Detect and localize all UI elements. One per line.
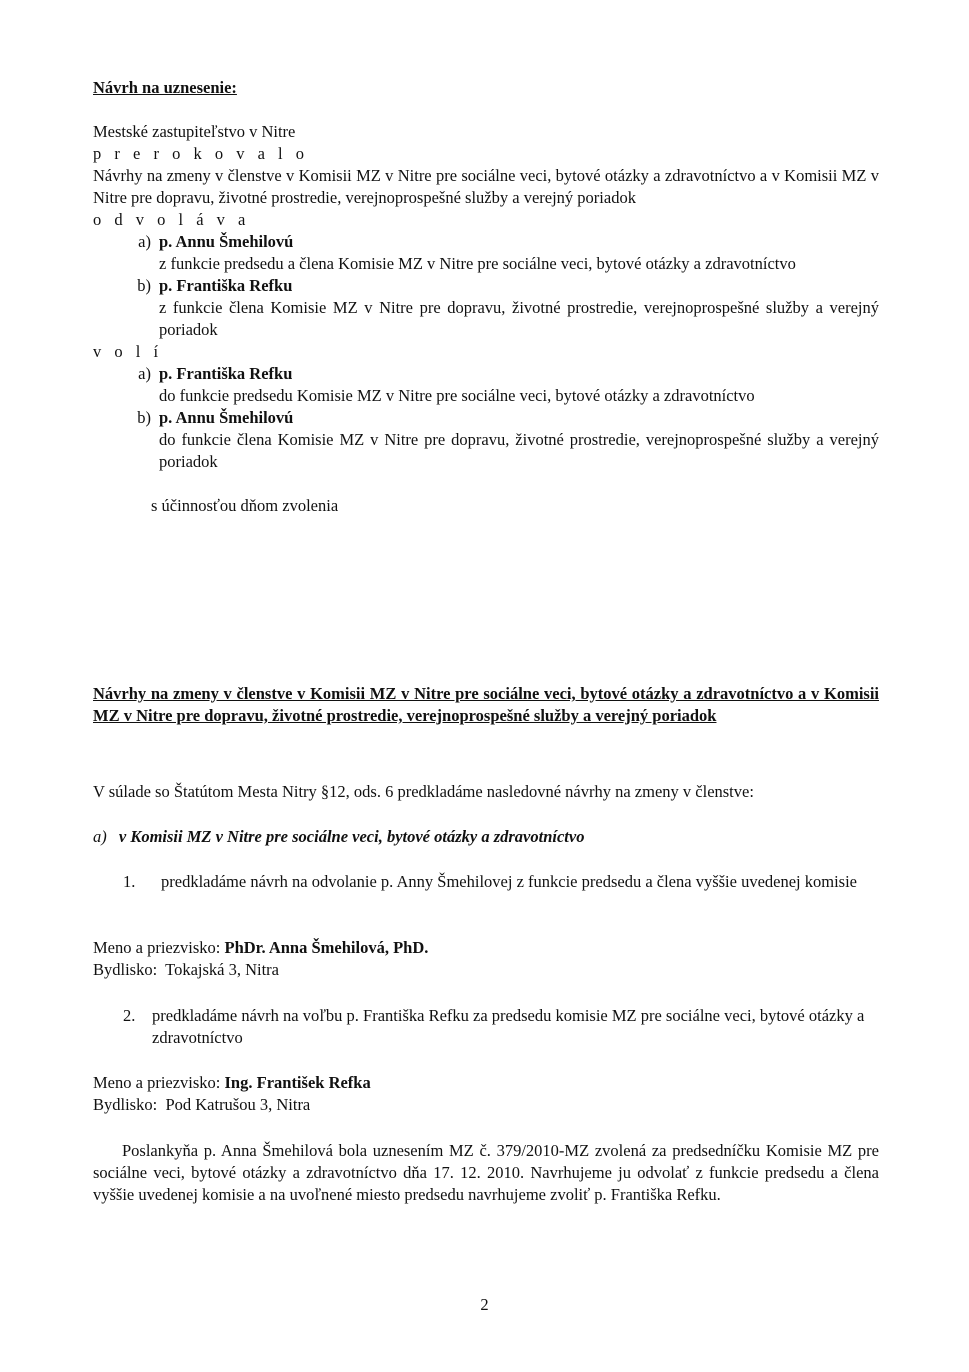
item-number: 2. [123,1006,136,1025]
address-label: Bydlisko: [93,960,158,979]
item-name: p. Františka Refku [159,276,293,295]
person-address: Tokajská 3, Nitra [165,960,279,979]
item-text: z funkcie člena Komisie MZ v Nitre pre dopravu, životné prostredie, verejnoprospešné služby a verejný poriadok [159,298,879,339]
item-text: do funkcie predsedu Komisie MZ v Nitre pre sociálne veci, bytové otázky a zdravotníctvo [159,386,755,405]
council-line: Mestské zastupiteľstvo v Nitre [93,122,296,141]
proposals-intro: V súlade so Štatútom Mesta Nitry §12, ods. 6 predkladáme nasledovné návrhy na zmeny v členstve: [93,782,754,801]
proposal-item-1 [123,871,879,893]
odvolava-item-a [93,231,879,275]
item-text: predkladáme návrh na voľbu p. Františka Refku za predsedu komisie MZ pre sociálne veci, bytové otázky a zdravotníctvo [152,1006,865,1047]
name-label: Meno a priezvisko: [93,938,221,957]
prerokovalo-label: p r e r o k o v a l o [93,144,309,163]
item-name: p. Annu Šmehilovú [159,232,294,251]
section-a-heading [93,826,879,848]
item-letter: b) [137,276,151,295]
voli-label: v o l í [93,342,163,361]
item-letter: b) [137,408,151,427]
closing-paragraph: Poslankyňa p. Anna Šmehilová bola uznesením MZ č. 379/2010-MZ zvolená za predsedníčku Komisie MZ pre sociálne veci, bytové otázky a zdravotníctvo dňa 17. 12. 2010. Navrhujeme ju odvolať z funkcie predsedu a člena vyššie uvedenej komisie a na uvoľnené miesto predsedu navrhujeme zvoliť p. Františka Refku. [93,1141,879,1204]
item-text: do funkcie člena Komisie MZ v Nitre pre dopravu, životné prostredie, verejnoprospešné služby a verejný poriadok [159,430,879,471]
proposal-text: Návrhy na zmeny v členstve v Komisii MZ v Nitre pre sociálne veci, bytové otázky a zdravotníctvo a v Komisii MZ v Nitre pre dopravu, životné prostredie, verejnoprospešné služby a verejný poriadok [93,166,879,207]
section-a-title: v Komisii MZ v Nitre pre sociálne veci, bytové otázky a zdravotníctvo [118,827,585,846]
person-2 [93,1072,879,1116]
odvolava-item-b [93,275,879,341]
item-letter: a) [138,232,151,251]
voli-item-b [93,407,879,473]
proposal-item-2 [123,1005,879,1049]
person-name: PhDr. Anna Šmehilová, PhD. [224,938,429,957]
proposals-heading: Návrhy na zmeny v členstve v Komisii MZ v Nitre pre sociálne veci, bytové otázky a zdravotníctvo a v Komisii MZ v Nitre pre dopravu, životné prostredie, verejnoprospešné služby a verejný poriadok [93,684,879,725]
address-label: Bydlisko: [93,1095,158,1114]
resolution-heading: Návrh na uznesenie: [93,78,237,97]
item-letter: a) [138,364,151,383]
item-text: z funkcie predsedu a člena Komisie MZ v Nitre pre sociálne veci, bytové otázky a zdravotníctvo [159,254,796,273]
item-number: 1. [123,872,136,891]
effective-line [93,495,879,517]
effective-text: s účinnosťou dňom zvolenia [151,496,339,515]
person-1 [93,937,879,981]
section-a-letter: a) [93,827,107,846]
person-address: Pod Katrušou 3, Nitra [165,1095,311,1114]
item-name: p. Annu Šmehilovú [159,408,294,427]
resolution-body [93,121,879,517]
item-name: p. Františka Refku [159,364,293,383]
person-name: Ing. František Refka [224,1073,371,1092]
name-label: Meno a priezvisko: [93,1073,221,1092]
page-number: 2 [480,1295,489,1314]
odvolava-label: o d v o l á v a [93,210,250,229]
item-text: predkladáme návrh na odvolanie p. Anny Šmehilovej z funkcie predsedu a člena vyššie uvedenej komisie [161,872,857,891]
voli-item-a [93,363,879,407]
